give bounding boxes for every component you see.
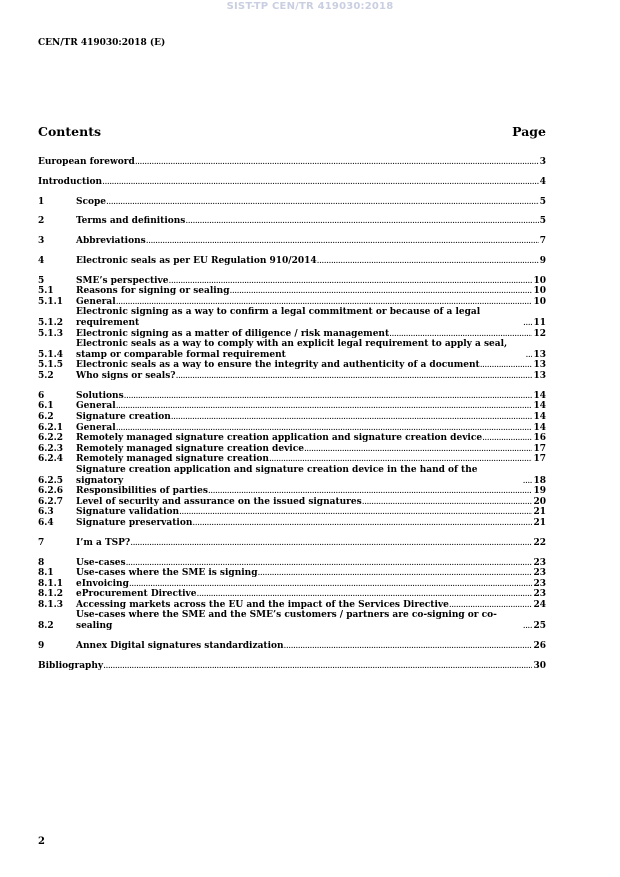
toc-entry-6-2-6[interactable] (38, 486, 546, 497)
toc-entry-title: Introduction (38, 176, 103, 187)
toc-entry-3[interactable] (38, 236, 546, 247)
toc-entry-number: 6.2.6 (38, 486, 64, 497)
toc-entry-title: eInvoicing (76, 578, 129, 589)
document-id: CEN/TR 419030:2018 (E) (38, 38, 166, 48)
toc-entry-title: Bibliography (38, 660, 104, 671)
toc-entry-title: Level of security and assurance on the issued signatures (76, 496, 362, 507)
toc-entry-number: 3 (38, 236, 45, 247)
toc-entry-5-1-3[interactable] (38, 329, 546, 340)
toc-entry-title: Use-cases where the SME is signing (76, 568, 258, 579)
toc-entry-number: 8.1.2 (38, 589, 64, 600)
toc-entry-title: Reasons for signing or sealing (76, 286, 230, 297)
toc-entry-title: Signature validation (76, 507, 180, 518)
toc-entry-7[interactable] (38, 538, 546, 549)
toc-entry-number: 1 (38, 196, 45, 207)
toc-entry-8[interactable] (38, 558, 546, 569)
toc-entry-5-2[interactable] (38, 371, 546, 382)
toc-entry-page: 11 (533, 318, 546, 329)
contents-header (38, 124, 546, 139)
toc-entry-title: Terms and definitions (76, 216, 186, 227)
toc-entry-number: 5.1.5 (38, 360, 64, 371)
toc-entry-page: 17 (533, 454, 546, 465)
toc-entry-page: 24 (533, 599, 546, 610)
toc-entry-page: 3 (539, 157, 546, 167)
toc-entry-title: General (76, 296, 116, 307)
toc-entry-page: 14 (533, 390, 546, 401)
page-number: 2 (38, 836, 45, 847)
toc-entry-page: 13 (533, 371, 546, 382)
toc-entry-page: 17 (533, 443, 546, 454)
toc-entry-page: 10 (533, 275, 546, 286)
toc-entry-8-1-3[interactable] (38, 600, 546, 611)
toc-entry-number: 2 (38, 216, 45, 227)
toc-entry-number: 5 (38, 275, 45, 286)
toc-entry-6-4[interactable] (38, 518, 546, 529)
toc-entry-number: 5.1.1 (38, 296, 64, 307)
toc-entry-title: Signature creation application and signature creation device in the hand of the signatory (76, 464, 478, 486)
toc-entry-6-2-1[interactable] (38, 423, 546, 434)
toc-entry-title: Signature preservation (76, 517, 193, 528)
toc-entry-number: 4 (38, 255, 45, 266)
toc-entry-6-2-5[interactable] (38, 465, 546, 486)
toc-entry-title: Solutions (76, 390, 124, 401)
toc-entry-title: Remotely managed signature creation (76, 454, 269, 465)
toc-entry-page: 13 (533, 349, 546, 360)
toc-entry-5-1-5[interactable] (38, 360, 546, 371)
toc-entry-page: 20 (533, 496, 546, 507)
toc-entry-title: European foreword (38, 157, 135, 167)
toc-entry-title: Annex Digital signatures standardization (76, 640, 284, 651)
toc-entry-page: 16 (533, 433, 546, 444)
toc-entry-bibliography[interactable] (38, 661, 546, 672)
toc-entry-title: Electronic signing as a way to confirm a legal commitment or because of a legal requirement (76, 307, 481, 329)
toc-entry-number: 6.2 (38, 412, 54, 422)
toc-entry-page: 19 (533, 486, 546, 497)
toc-entry-8-1-1[interactable] (38, 579, 546, 590)
toc-entry-title: Use-cases where the SME and the SME’s customers / partners are co-signing or co-sealing (76, 610, 497, 632)
toc-entry-title: I’m a TSP? (76, 537, 131, 548)
toc-entry-number: 8 (38, 557, 45, 568)
toc-entry-number: 6.2.4 (38, 454, 64, 465)
toc-entry-4[interactable] (38, 256, 546, 267)
watermark: SIST-TP CEN/TR 419030:2018 (226, 1, 394, 12)
toc-entry-introduction[interactable] (38, 177, 546, 188)
toc-entry-6-2-2[interactable] (38, 433, 546, 444)
toc-entry-page: 23 (533, 557, 546, 568)
toc-entry-8-1[interactable] (38, 568, 546, 579)
page-column-heading: Page (512, 124, 546, 139)
toc-entry-6-2[interactable] (38, 412, 546, 423)
toc-entry-5-1-1[interactable] (38, 297, 546, 308)
toc-entry-number: 6.1 (38, 401, 54, 412)
toc-entry-number: 5.2 (38, 371, 54, 382)
toc-entry-8-1-2[interactable] (38, 589, 546, 600)
toc-entry-page: 25 (533, 621, 546, 632)
toc-entry-2[interactable] (38, 216, 546, 227)
toc-entry-title: Signature creation (76, 412, 171, 422)
toc-entry-1[interactable] (38, 197, 546, 208)
toc-entry-page: 26 (533, 640, 546, 651)
toc-entry-page: 18 (533, 475, 546, 486)
toc-entry-title: Electronic seals as a way to ensure the integrity and authenticity of a document (76, 360, 480, 371)
toc-entry-title: Responsibilities of parties (76, 486, 208, 497)
toc-entry-number: 6.2.7 (38, 496, 64, 507)
toc-entry-page: 22 (533, 537, 546, 548)
toc-entry-page: 14 (533, 401, 546, 412)
toc-entry-number: 6.4 (38, 517, 54, 528)
toc-entry-page: 5 (539, 196, 546, 207)
toc-entry-title: Scope (76, 196, 107, 207)
toc-entry-page: 14 (533, 412, 546, 422)
toc-entry-page: 12 (533, 328, 546, 339)
toc-entry-page: 4 (539, 176, 546, 187)
toc-entry-number: 8.1.1 (38, 578, 64, 589)
toc-entry-6[interactable] (38, 391, 546, 402)
toc-entry-number: 5.1 (38, 286, 54, 297)
toc-entry-title: General (76, 401, 116, 412)
toc-entry-title: General (76, 422, 116, 433)
toc-entry-5-1-2[interactable] (38, 307, 546, 328)
toc-entry-number: 6.3 (38, 507, 54, 518)
toc-entry-page: 13 (533, 360, 546, 371)
toc-entry-number: 8.2 (38, 621, 54, 632)
toc-entry-number: 7 (38, 537, 45, 548)
toc-entry-6-2-4[interactable] (38, 454, 546, 465)
toc-entry-title: Remotely managed signature creation application and signature creation device (76, 433, 483, 444)
toc-entry-number: 5.1.2 (38, 318, 64, 329)
toc-entry-title: Use-cases (76, 557, 126, 568)
toc-entry-page: 10 (533, 286, 546, 297)
toc-entry-number: 9 (38, 640, 45, 651)
toc-entry-european-foreword[interactable] (38, 157, 546, 168)
toc-entry-page: 9 (539, 255, 546, 266)
toc-entry-title: SME’s perspective (76, 275, 169, 286)
toc-entry-number: 8.1.3 (38, 599, 64, 610)
toc-entry-title: Remotely managed signature creation device (76, 443, 304, 454)
toc-entry-title: eProcurement Directive (76, 589, 197, 600)
toc-entry-page: 23 (533, 568, 546, 579)
toc-entry-5[interactable] (38, 276, 546, 287)
toc-entry-number: 6.2.5 (38, 475, 64, 486)
toc-entry-page: 21 (533, 517, 546, 528)
toc-entry-page: 7 (539, 236, 546, 247)
toc-entry-9[interactable] (38, 641, 546, 652)
toc-entry-6-1[interactable] (38, 401, 546, 412)
toc-entry-title: Accessing markets across the EU and the impact of the Services Directive (76, 599, 449, 610)
toc-entry-number: 6.2.3 (38, 443, 64, 454)
toc-entry-page: 30 (533, 660, 546, 671)
toc-entry-page: 10 (533, 296, 546, 307)
toc-entry-number: 6.2.2 (38, 433, 64, 444)
toc-entry-5-1-4[interactable] (38, 339, 546, 360)
toc-entry-title: Who signs or seals? (76, 371, 176, 382)
toc-entry-6-3[interactable] (38, 507, 546, 518)
toc-entry-5-1[interactable] (38, 286, 546, 297)
toc-entry-6-2-3[interactable] (38, 444, 546, 455)
toc-entry-number: 6.2.1 (38, 422, 64, 433)
toc-entry-page: 23 (533, 589, 546, 600)
toc-entry-page: 21 (533, 507, 546, 518)
toc-entry-number: 6 (38, 390, 45, 401)
toc-entry-number: 5.1.4 (38, 349, 64, 360)
table-of-contents (38, 157, 546, 671)
contents-title: Contents (38, 124, 102, 139)
toc-entry-number: 8.1 (38, 568, 54, 579)
toc-entry-8-2[interactable] (38, 610, 546, 631)
toc-entry-page: 23 (533, 578, 546, 589)
toc-entry-page: 14 (533, 422, 546, 433)
toc-entry-title: Abbreviations (76, 236, 146, 247)
toc-entry-title: Electronic seals as a way to comply with an explicit legal requirement to apply a seal, stamp or comparable formal requirement (76, 339, 508, 360)
toc-entry-number: 5.1.3 (38, 328, 64, 339)
toc-entry-title: Electronic seals as per EU Regulation 910/2014 (76, 255, 317, 266)
toc-entry-title: Electronic signing as a matter of diligence / risk management (76, 328, 390, 339)
toc-entry-page: 5 (539, 216, 546, 227)
toc-entry-6-2-7[interactable] (38, 497, 546, 508)
